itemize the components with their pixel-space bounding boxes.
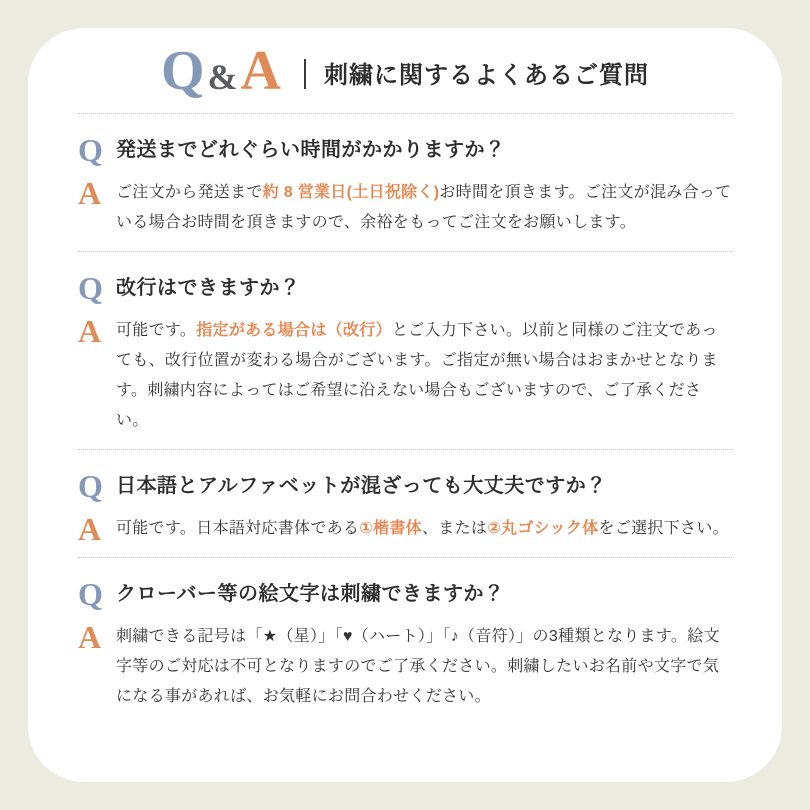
q-letter-icon: Q [78, 468, 103, 504]
question-row [78, 576, 732, 612]
answer-fragment: お時間を頂きます。ご注文が混み合っている場合お時間を頂きますので、余裕をもってご注文をお願いします。 [116, 184, 732, 231]
question-row [78, 270, 732, 306]
answer-highlight: 指定がある場合は（改行） [196, 322, 392, 339]
a-letter-icon: A [78, 619, 102, 655]
faq-item [78, 449, 732, 557]
answer-text [116, 178, 732, 238]
answer-text [116, 316, 732, 436]
answer-highlight: ②丸ゴシック体 [487, 520, 599, 537]
question-row [78, 132, 732, 168]
qa-card [28, 28, 782, 782]
a-letter-icon: A [78, 175, 102, 211]
q-letter-icon: Q [78, 132, 103, 168]
answer-text [116, 622, 732, 712]
logo-ampersand: & [207, 56, 239, 97]
question-text: クローバー等の絵文字は刺繍できますか？ [116, 583, 505, 605]
answer-highlight: ①楷書体 [359, 520, 422, 537]
faq-item [78, 113, 732, 251]
answer-row [78, 175, 732, 238]
a-letter-icon: A [78, 511, 102, 547]
logo-letter-a: A [240, 39, 282, 102]
q-letter-icon: Q [78, 576, 103, 612]
answer-row [78, 511, 732, 547]
answer-fragment: 可能です。 [116, 322, 197, 339]
answer-fragment: 、または [421, 520, 488, 537]
question-text: 日本語とアルファベットが混ざっても大丈夫ですか？ [116, 475, 607, 497]
answer-fragment: 刺繍できる記号は「★（星）」「♥（ハート）」「♪（音符）」の3種類となります。絵文字等のご対応は不可となりますのでご了承ください。刺繍したいお名前や文字で気になる事があれば、お気軽にお問合わせください。 [116, 628, 720, 705]
header-divider [304, 59, 306, 89]
answer-text [116, 514, 732, 544]
answer-fragment: をご選択下さい。 [598, 520, 729, 537]
faq-list [78, 113, 732, 725]
question-row [78, 468, 732, 504]
answer-fragment: とご入力下さい。以前と同様のご注文であっても、改行位置が変わる場合がございます。ご指定が無い場合はおまかせとなります。刺繍内容によってはご希望に沿えない場合もございますので、ご了承ください。 [116, 322, 718, 429]
question-text: 発送までどれぐらい時間がかかりますか？ [116, 139, 506, 161]
qa-logo [160, 39, 282, 102]
q-letter-icon: Q [78, 270, 103, 306]
answer-row [78, 313, 732, 436]
answer-highlight: 約 8 営業日(土日祝除く) [262, 184, 440, 201]
faq-item [78, 557, 732, 725]
question-text: 改行はできますか？ [116, 277, 301, 299]
answer-row [78, 619, 732, 712]
logo-letter-q: Q [160, 39, 206, 102]
faq-item [78, 251, 732, 449]
answer-fragment: 可能です。日本語対応書体である [116, 520, 360, 537]
answer-fragment: ご注文から発送まで [116, 184, 263, 201]
header [78, 28, 732, 113]
page-title: 刺繍に関するよくあるご質問 [324, 62, 649, 89]
a-letter-icon: A [78, 313, 102, 349]
